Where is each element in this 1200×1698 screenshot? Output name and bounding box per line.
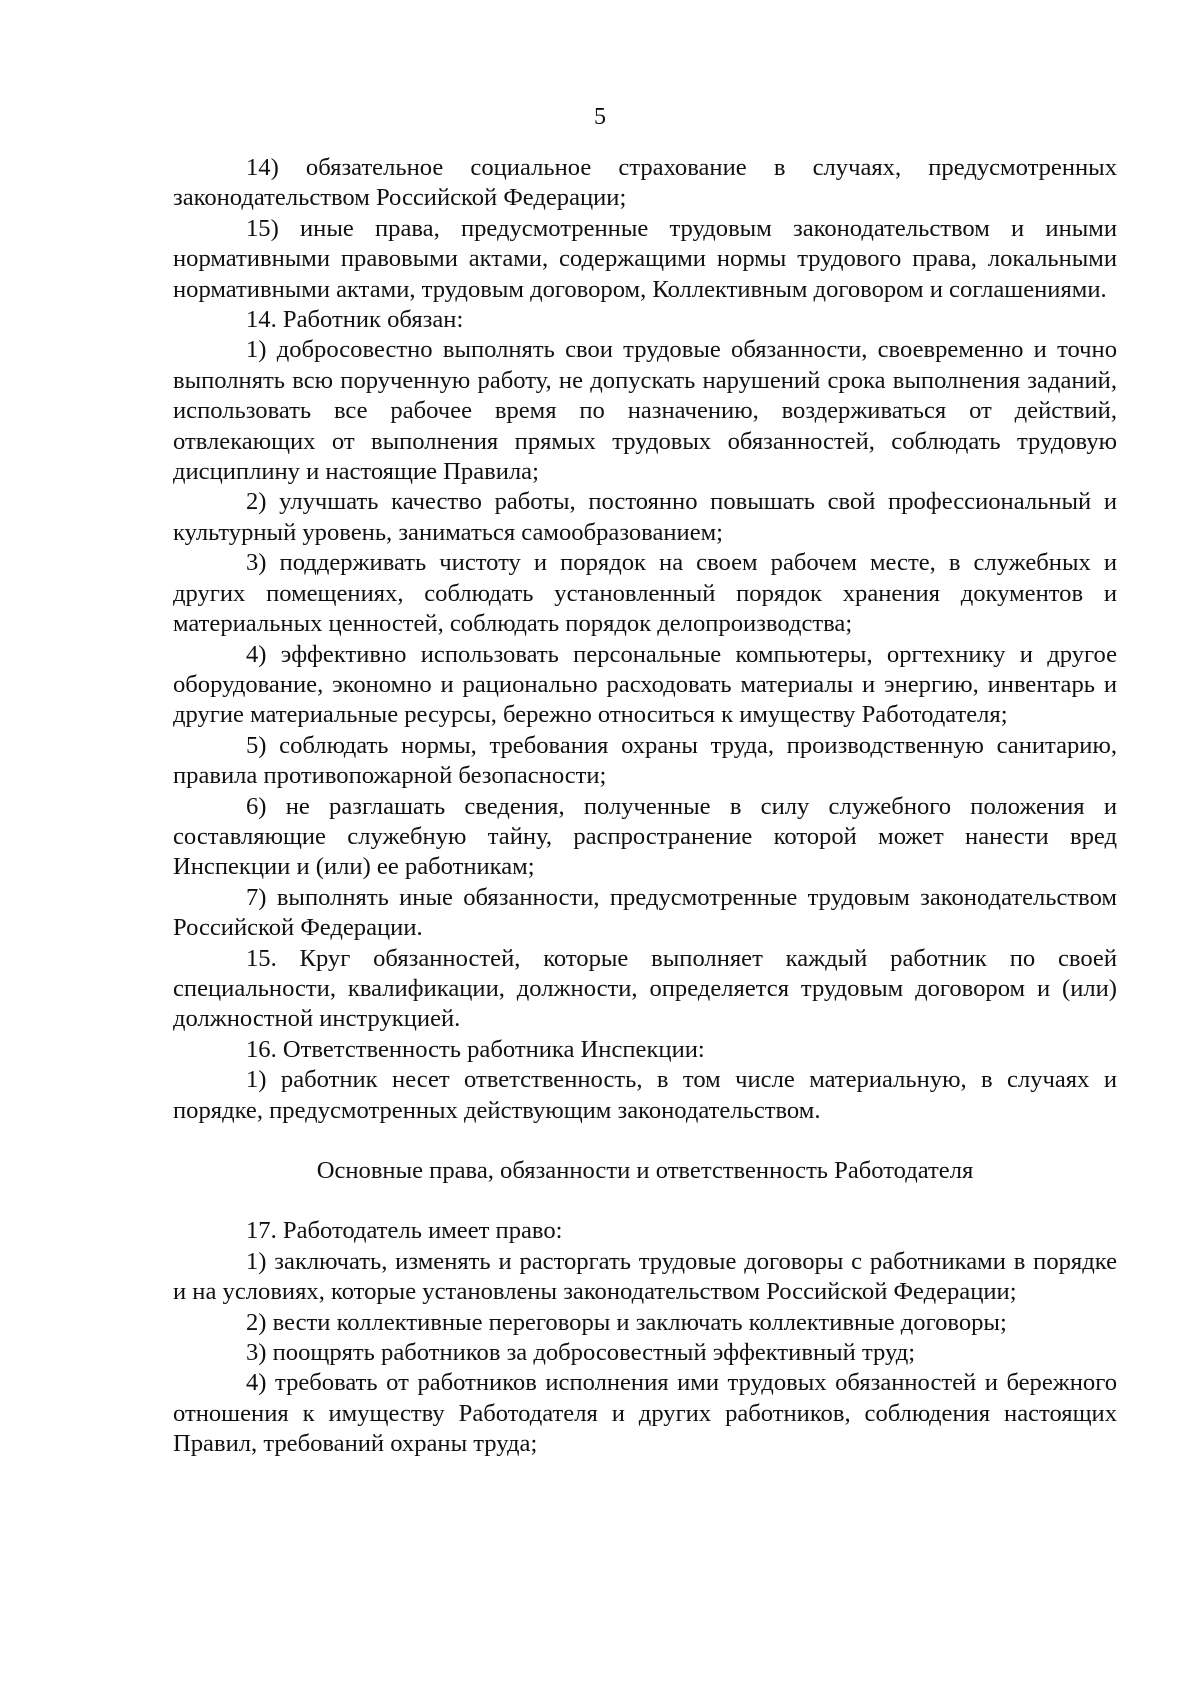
paragraph-right-3: 3) поощрять работников за добросовестный эффективный труд;	[246, 1339, 916, 1367]
document-body	[173, 153, 1117, 1460]
section-heading: Основные права, обязанности и ответственность Работодателя	[316, 1157, 974, 1184]
paragraph-item-15: 15) иные права, предусмотренные трудовым законодательством и иными нормативными правовыми актами, содержащими нормы трудового права, локальными нормативными актами, трудовым договором, Коллективным договором и соглашениями.	[173, 214, 1117, 303]
paragraph-right-2: 2) вести коллективные переговоры и заключать коллективные договоры;	[246, 1308, 1007, 1336]
paragraph-duty-6: 6) не разглашать сведения, полученные в силу служебного положения и составляющие служебную тайну, распространение которой может нанести вред Инспекции и (или) ее работникам;	[173, 792, 1117, 881]
paragraph-clause-16: 16. Ответственность работника Инспекции:	[246, 1035, 705, 1063]
paragraph-right-1: 1) заключать, изменять и расторгать трудовые договоры с работниками в порядке и на условиях, которые установлены законодательством Российской Федерации;	[173, 1247, 1117, 1306]
paragraph-duty-7: 7) выполнять иные обязанности, предусмотренные трудовым законодательством Российской Федерации.	[173, 883, 1117, 942]
paragraph-duty-1: 1) добросовестно выполнять свои трудовые обязанности, своевременно и точно выполнять всю порученную работу, не допускать нарушений срока выполнения заданий, использовать все рабочее время по назначению, воздерживаться от действий, отвлекающих от выполнения прямых трудовых обязанностей, соблюдать трудовую дисциплину и настоящие Правила;	[173, 336, 1117, 486]
paragraph-item-14: 14) обязательное социальное страхование в случаях, предусмотренных законодательством Российской Федерации;	[173, 154, 1117, 212]
paragraph-clause-17: 17. Работодатель имеет право:	[246, 1217, 563, 1245]
paragraph-duty-2: 2) улучшать качество работы, постоянно повышать свой профессиональный и культурный уровень, заниматься самообразованием;	[173, 488, 1117, 546]
page-number: 5	[594, 104, 606, 130]
paragraph-responsibility-1: 1) работник несет ответственность, в том числе материальную, в случаях и порядке, предусмотренных действующим законодательством.	[173, 1066, 1117, 1124]
paragraph-duty-3: 3) поддерживать чистоту и порядок на своем рабочем месте, в служебных и других помещениях, соблюдать установленный порядок хранения документов и материальных ценностей, соблюдать порядок делопроизводства;	[173, 549, 1117, 638]
paragraph-duty-5: 5) соблюдать нормы, требования охраны труда, производственную санитарию, правила противопожарной безопасности;	[173, 731, 1117, 790]
paragraph-clause-14: 14. Работник обязан:	[246, 306, 464, 334]
paragraph-clause-15: 15. Круг обязанностей, которые выполняет каждый работник по своей специальности, квалификации, должности, определяется трудовым договором и (или) должностной инструкцией.	[173, 944, 1117, 1033]
paragraph-right-4: 4) требовать от работников исполнения ими трудовых обязанностей и бережного отношения к имуществу Работодателя и других работников, соблюдения настоящих Правил, требований охраны труда;	[173, 1369, 1117, 1458]
paragraph-duty-4: 4) эффективно использовать персональные компьютеры, оргтехнику и другое оборудование, экономно и рационально расходовать материалы и энергию, инвентарь и другие материальные ресурсы, бережно относиться к имуществу Работодателя;	[173, 640, 1117, 729]
